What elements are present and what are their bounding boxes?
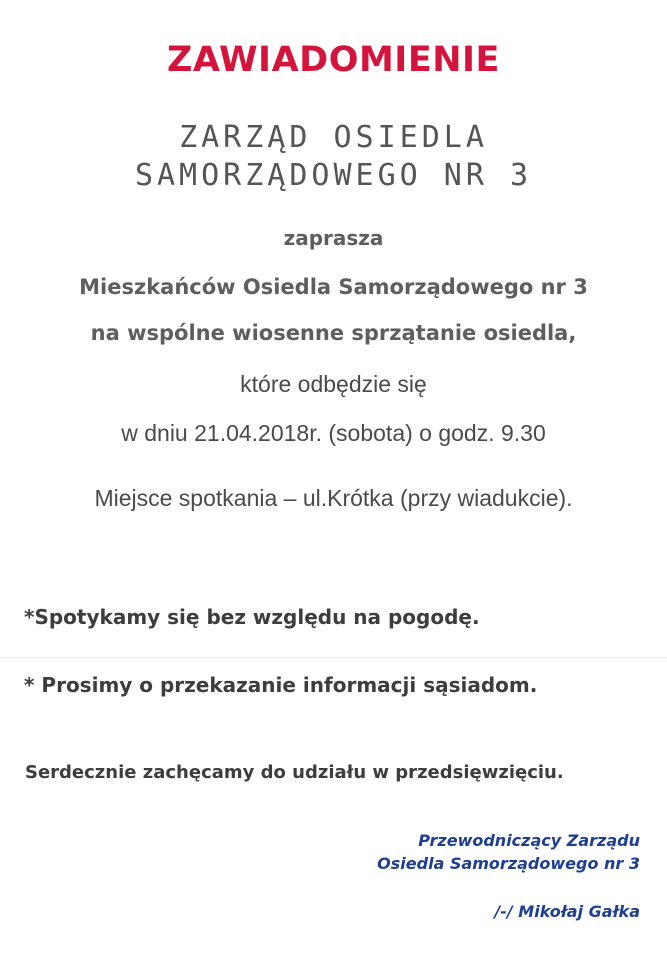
meeting-place: Miejsce spotkania – ul.Krótka (przy wiadukcie). [94,485,573,511]
closing-text: Serdecznie zachęcamy do udziału w przedsięwzięciu. [25,762,564,783]
signature-name: /-/ Mikołaj Gałka [494,902,640,921]
which-text: które odbędzie się [240,371,427,397]
signature-role-line2: Osiedla Samorządowego nr 3 [377,854,640,873]
event-text: na wspólne wiosenne sprzątanie osiedla, [90,321,577,345]
notice-title: ZAWIADOMIENIE [167,40,500,80]
issuer-stamp-line2: SAMORZĄDOWEGO NR 3 [134,158,533,193]
event-date: w dniu 21.04.2018r. (sobota) o godz. 9.30 [121,420,546,446]
residents-text: Mieszkańców Osiedla Samorządowego nr 3 [79,275,588,299]
signature-role-line1: Przewodniczący Zarządu [418,831,640,850]
issuer-stamp-line1: ZARZĄD OSIEDLA [179,120,488,155]
share-info-note: * Prosimy o przekazanie informacji sąsiadom. [24,673,538,697]
invites-text: zaprasza [283,226,384,250]
weather-note: *Spotykamy się bez względu na pogodę. [24,605,480,629]
faint-divider [0,657,667,658]
